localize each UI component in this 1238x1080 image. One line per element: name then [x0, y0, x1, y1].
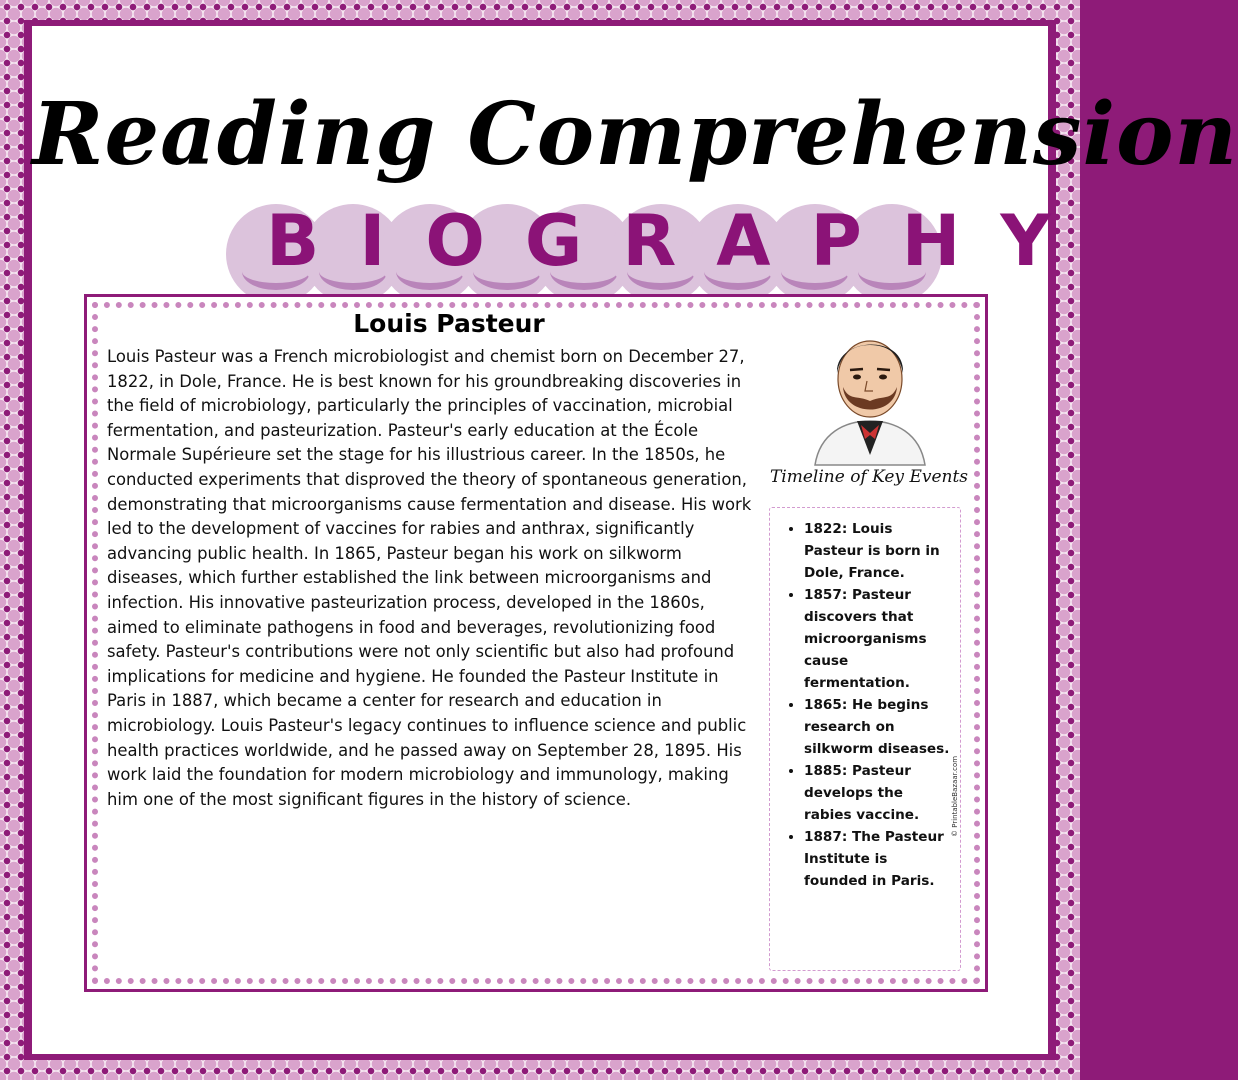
page-title: Reading Comprehension	[32, 84, 1238, 185]
portrait-illustration	[795, 315, 945, 465]
banner-label: BIOGRAPHY	[266, 200, 1092, 282]
timeline-title: Timeline of Key Events	[769, 467, 969, 487]
biography-name: Louis Pasteur	[353, 309, 545, 338]
biography-banner	[226, 196, 1092, 308]
content-box	[84, 294, 988, 992]
timeline-item: • 1885: Pasteur develops the rabies vaccine.	[804, 760, 952, 826]
timeline-item: • 1857: Pasteur discovers that microorganisms cause fermentation.	[804, 584, 952, 694]
timeline-item: • 1865: He begins research on silkworm diseases.	[804, 694, 952, 760]
biography-text: Louis Pasteur was a French microbiologist and chemist born on December 27, 1822, in Dole, France. He is best known for his groundbreaking discoveries in the field of microbiology, particularly the principles of vaccination, microbial fermentation, and pasteurization. Pasteur's early education at the École Normale Supérieure set the stage for his illustrious career. In the 1850s, he conducted experiments that disproved the theory of spontaneous generation, demonstrating that microorganisms cause fermentation and disease. His work led to the development of vaccines for rabies and anthrax, significantly advancing public health. In 1865, Pasteur began his work on silkworm diseases, which further established the link between microorganisms and infection. His innovative pasteurization process, developed in the 1860s, aimed to eliminate pathogens in food and beverages, revolutionizing food safety. Pasteur's contributions were not only scientific but also had profound implications for medicine and hygiene. He founded the Pasteur Institute in Paris in 1887, which became a center for research and education in microbiology. Louis Pasteur's legacy continues to influence science and public health practices worldwide, and he passed away on September 28, 1895. His work laid the foundation for modern microbiology and immunology, making him one of the most significant figures in the history of science.	[107, 347, 752, 809]
copyright-credit: © PrintableBazaar.com	[951, 755, 959, 837]
timeline-item: • 1822: Louis Pasteur is born in Dole, France.	[804, 518, 952, 584]
timeline-box	[769, 507, 961, 971]
timeline-list	[770, 508, 960, 892]
timeline-item: • 1887: The Pasteur Institute is founded in Paris.	[804, 826, 952, 892]
